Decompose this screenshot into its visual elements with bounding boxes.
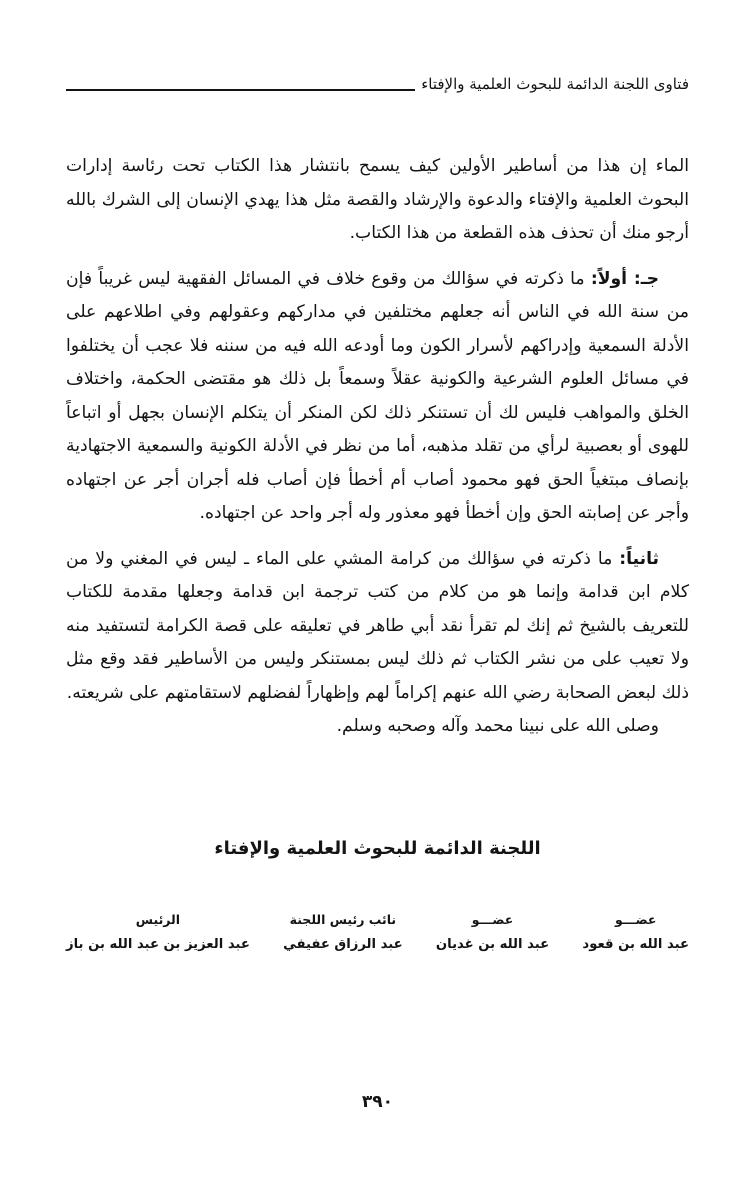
page-number: ٣٩٠	[361, 1092, 394, 1112]
signatory-role: الرئيس	[135, 912, 181, 927]
signatory-role: نائب رئيس اللجنة	[289, 912, 397, 927]
signatory-name: عبد الرزاق عفيفي	[283, 937, 403, 952]
fatwa-body	[66, 150, 689, 744]
book-title: فتاوى اللجنة الدائمة للبحوث العلمية والإفتاء	[421, 75, 689, 93]
signatories	[66, 912, 689, 952]
signatory	[582, 912, 689, 952]
signatory-name: عبد الله بن قعود	[582, 937, 689, 952]
signatory-name: عبد الله بن غديان	[435, 937, 550, 952]
answer-first-lead: جـ: أولاً:	[590, 268, 659, 289]
committee-name: اللجنة الدائمة للبحوث العلمية والإفتاء	[214, 838, 541, 859]
signatory	[283, 912, 403, 952]
answer-first-point	[66, 263, 689, 531]
question-continuation: الماء إن هذا من أساطير الأولين كيف يسمح بانتشار هذا الكتاب تحت رئاسة إدارات البحوث العلمية والإفتاء والدعوة والإرشاد والقصة مثل هذا يهدي الإنسان إلى الشرك بالله أرجو منك أن تحذف هذه القطعة من هذا الكتاب.	[66, 156, 689, 243]
answer-second-lead: ثانياً:	[619, 548, 659, 569]
answer-second-text: ما ذكرته في سؤالك من كرامة المشي على الماء ـ ليس في المغني ولا من كلام ابن قدامة وإنما هو من كلام من كتب ترجمة ابن قدامة وجعلها مقدمة للكتاب للتعريف بالشيخ ثم إنك لم تقرأ نقد أبي طاهر في تعليقه على قصة الكرامة لتستفيد منه ولا تعيب على من نشر الكتاب ثم ذلك ليس بمستنكر وليس من الأساطير فقد وقع مثل ذلك لبعض الصحابة رضي الله عنهم إكراماً لهم وإظهاراً لفضلهم لاستقامتهم على شريعته.	[66, 548, 689, 703]
header-rule	[66, 89, 415, 91]
signatory	[436, 912, 549, 952]
signatory	[66, 912, 250, 952]
signatory-role: عضـــو	[614, 912, 657, 927]
answer-second-point	[66, 543, 689, 711]
answer-first-text: ما ذكرته في سؤالك من وقوع خلاف في المسائل الفقهية ليس غريباً فإن من سنة الله في الناس أنه جعلهم مختلفين في مداركهم وعقولهم وفي اطلاعهم على الأدلة السمعية وإدراكهم لأسرار الكون وما أودعه الله فيه من سننه فلا عجب أن يختلفوا في مسائل العلوم الشرعية والكونية عقلاً وسمعاً بل ذلك هو مقتضى الحكمة، واختلاف الخلق والمواهب فليس لك أن تستنكر ذلك لكن المنكر أن يتكلم الإنسان بجهل أو اتباعاً للهوى أو بعصبية لرأي من تقلد مذهبه، أما من نظر في الأدلة الكونية والسمعية الاجتهادية بإنصاف مبتغياً الحق فهو محمود أصاب أم أخطأ فإن أصاب فله أجران أجر عن اجتهاده وأجر عن إصابته الحق وإن أخطأ فهو معذور وله أجر واحد عن اجتهاده.	[66, 268, 689, 523]
signatory-name: عبد العزيز بن عبد الله بن باز	[66, 937, 250, 952]
running-header	[66, 66, 689, 94]
closing-salutation: وصلى الله على نبينا محمد وآله وصحبه وسلم.	[336, 716, 659, 736]
signatory-role: عضـــو	[471, 912, 514, 927]
